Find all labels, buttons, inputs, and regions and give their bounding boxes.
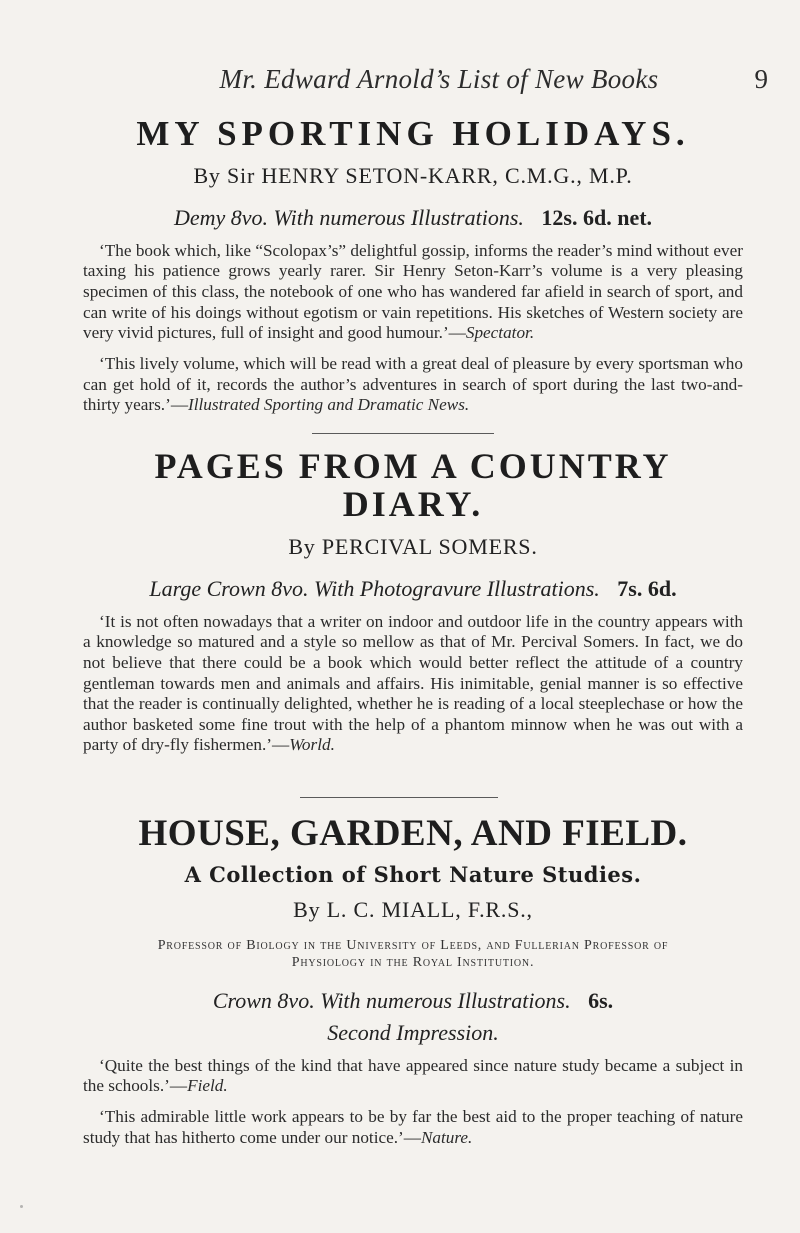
review-quote [83, 241, 743, 344]
book-entry-house-garden-and-field [83, 815, 743, 1148]
review-text: ‘This admirable little work appears to be by far the best aid to the proper teaching of nature study that has hitherto come under our notice.’— [83, 1107, 743, 1147]
review-text: ‘The book which, like “Scolopax’s” delightful gossip, informs the reader’s mind without ever taxing his patience grows yearly rarer. Sir Henry Seton-Karr’s volume is a very pleasing specimen of this class, the notebook of one who has wandered far afield in search of sport, and can write of his doings without egotism or vain repetitions. His sketches of Western society are very vivid pictures, full of insight and good humour.’— [83, 240, 743, 343]
running-head [118, 64, 768, 104]
review-quote [83, 1107, 743, 1148]
book-illustrations: With numerous Illustrations. [273, 204, 524, 230]
book-illustrations: With Photogravure Illustrations. [314, 575, 600, 601]
book-format-line [83, 988, 743, 1014]
review-source: Nature. [420, 1127, 473, 1147]
credentials-line: Professor of Biology in the University of Leeds, and Fullerian Professor of [157, 937, 669, 953]
book-subtitle: A Collection of Short Nature Studies. [184, 861, 642, 887]
book-title: MY SPORTING HOLIDAYS. [136, 114, 690, 153]
review-quote [83, 354, 743, 416]
page-number: 9 [754, 64, 768, 94]
paper-speck [20, 1205, 23, 1208]
book-impression: Second Impression. [327, 1019, 499, 1045]
review-quote [83, 1056, 743, 1097]
book-format: Demy 8vo. [173, 204, 269, 230]
book-title: HOUSE, GARDEN, AND FIELD. [138, 813, 688, 854]
book-format-line [83, 205, 743, 231]
book-price: 12s. 6d. net. [541, 204, 653, 230]
review-text: ‘Quite the best things of the kind that have appeared since nature study became a subject in the schools.’— [83, 1055, 743, 1096]
book-price: 6s. [588, 987, 614, 1013]
review-source: Illustrated Sporting and Dramatic News. [188, 395, 470, 415]
credentials-line: Physiology in the Royal Institution. [291, 955, 535, 971]
book-author: By PERCIVAL SOMERS. [288, 533, 538, 559]
review-source: Spectator. [465, 323, 535, 343]
book-author: By L. C. MIALL, F.R.S., [293, 896, 533, 922]
book-title: PAGES FROM A COUNTRY DIARY. [154, 446, 672, 524]
book-author: By Sir HENRY SETON-KARR, C.M.G., M.P. [193, 162, 633, 188]
review-text: ‘This lively volume, which will be read with a great deal of pleasure by every sportsman who can get hold of it, records the author’s adventures in search of sport during the last two-and-thirty years.’— [83, 353, 743, 415]
book-format-line [83, 576, 743, 602]
author-credentials [83, 937, 743, 972]
review-source: World. [289, 735, 335, 755]
book-format: Crown 8vo. [212, 987, 315, 1013]
book-illustrations: With numerous Illustrations. [320, 987, 571, 1013]
section-divider [312, 433, 494, 434]
review-text: ‘It is not often nowadays that a writer on indoor and outdoor life in the country appears with a knowledge so matured and a style so mellow as that of Mr. Percival Somers. In fact, we do not believe that there could be a book which would better reflect the attitude of a country gentleman towards men and animals and affairs. His inimitable, genial manner is so effective that the reader is continually delighted, whether he is reading of a local steeplechase or how the author basketed some fine trout with the help of a phantom minnow when he was out with a party of dry-fly fishermen.’— [83, 611, 743, 755]
book-entry-pages-from-a-country-diary [83, 448, 743, 756]
review-quote [83, 612, 743, 756]
running-head-title: Mr. Edward Arnold’s List of New Books [219, 64, 659, 94]
section-divider [300, 797, 498, 798]
book-entry-my-sporting-holidays [83, 116, 743, 416]
book-price: 7s. 6d. [617, 575, 677, 601]
book-format: Large Crown 8vo. [149, 575, 309, 601]
review-source: Field. [187, 1076, 228, 1096]
